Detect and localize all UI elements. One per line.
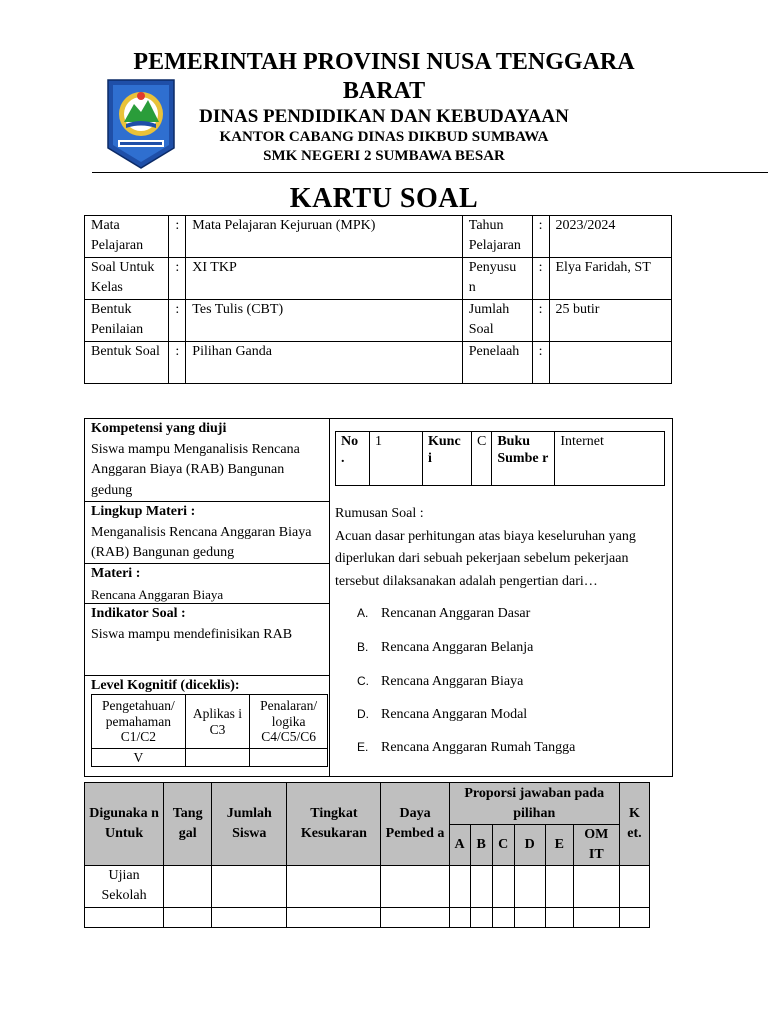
label-bentuk-soal: Bentuk Soal — [85, 342, 169, 384]
page-title: KARTU SOAL — [289, 183, 479, 214]
section-lingkup — [85, 502, 329, 564]
table-cell[interactable] — [287, 866, 381, 908]
header-c: C — [492, 825, 514, 866]
header-tanggal: Tang gal — [164, 783, 212, 866]
header-proporsi: Proporsi jawaban pada pilihan — [449, 783, 619, 825]
label-penelaah: Penelaah — [462, 342, 532, 384]
table-cell[interactable] — [449, 908, 470, 928]
level-title: Level Kognitif (diceklis): — [91, 678, 240, 693]
table-cell[interactable] — [573, 908, 619, 928]
option-e[interactable] — [357, 740, 575, 756]
option-text: Rencana Anggaran Belanja — [381, 640, 534, 655]
colon: : — [532, 258, 549, 300]
value-tahun-pelajaran: 2023/2024 — [549, 216, 672, 258]
value-penyusun: Elya Faridah, ST — [549, 258, 672, 300]
value-jumlah-soal: 25 butir — [549, 300, 672, 342]
header-daya-pembeda: Daya Pembed a — [381, 783, 449, 866]
buku-sumber-value: Internet — [555, 432, 665, 486]
label-tahun-pelajaran: Tahun Pelajaran — [462, 216, 532, 258]
table-cell[interactable] — [514, 866, 545, 908]
lingkup-text: Menganalisis Rencana Anggaran Biaya (RAB) Bangunan gedung — [91, 524, 312, 560]
row-ujian-sekolah: Ujian Sekolah — [85, 866, 164, 908]
option-b[interactable] — [357, 640, 533, 656]
table-cell[interactable] — [492, 908, 514, 928]
question-stem — [335, 503, 665, 593]
indikator-title: Indikator Soal : — [91, 606, 186, 621]
rumusan-text: Acuan dasar perhitungan atas biaya keseluruhan yang diperlukan dari sebuah pekerjaan sebelum pekerjaan tersebut dilaksanakan adalah pengertian dari… — [335, 528, 636, 589]
level-c3: Aplikas i C3 — [185, 695, 250, 749]
table-cell[interactable] — [573, 866, 619, 908]
buku-sumber-label: Buku Sumbe r — [492, 432, 555, 486]
header-line-1: PEMERINTAH PROVINSI NUSA TENGGARA — [133, 49, 635, 75]
option-letter: D. — [357, 707, 369, 721]
header-tingkat-kesukaran: Tingkat Kesukaran — [287, 783, 381, 866]
question-key-table — [335, 431, 665, 486]
header-a: A — [449, 825, 470, 866]
header-line-2: BARAT — [342, 78, 426, 104]
check-c3[interactable] — [185, 749, 250, 767]
header-jumlah-siswa: Jumlah Siswa — [212, 783, 287, 866]
section-indikator — [85, 604, 329, 676]
option-a[interactable] — [357, 606, 530, 622]
table-cell[interactable] — [470, 908, 492, 928]
header-divider — [92, 172, 768, 173]
table-cell[interactable] — [449, 866, 470, 908]
table-cell[interactable] — [619, 866, 649, 908]
colon: : — [169, 342, 186, 384]
table-cell[interactable] — [545, 866, 573, 908]
colon: : — [169, 300, 186, 342]
lingkup-title: Lingkup Materi : — [91, 504, 196, 519]
header-dinas: DINAS PENDIDIKAN DAN KEBUDAYAAN — [199, 106, 569, 127]
option-d[interactable] — [357, 707, 527, 723]
label-mata-pelajaran: Mata Pelajaran — [85, 216, 169, 258]
section-kompetensi — [85, 419, 329, 502]
no-value: 1 — [370, 432, 423, 486]
value-bentuk-soal: Pilihan Ganda — [186, 342, 462, 384]
table-cell[interactable] — [545, 908, 573, 928]
option-text: Rencanan Anggaran Dasar — [381, 606, 531, 621]
option-letter: A. — [357, 606, 369, 620]
table-cell[interactable] — [492, 866, 514, 908]
table-cell[interactable] — [514, 908, 545, 928]
label-penyusun: Penyusu n — [462, 258, 532, 300]
no-label: No . — [336, 432, 370, 486]
colon: : — [532, 342, 549, 384]
option-letter: B. — [357, 640, 369, 654]
option-letter: C. — [357, 674, 369, 688]
kunci-label: Kunc i — [423, 432, 472, 486]
value-bentuk-penilaian: Tes Tulis (CBT) — [186, 300, 462, 342]
header-digunakan: Digunaka n Untuk — [85, 783, 164, 866]
value-kelas: XI TKP — [186, 258, 462, 300]
option-text: Rencana Anggaran Modal — [381, 707, 528, 722]
materi-text: Rencana Anggaran Biaya — [91, 586, 224, 602]
colon: : — [532, 300, 549, 342]
section-materi — [85, 564, 329, 604]
kunci-value: C — [472, 432, 492, 486]
option-letter: E. — [357, 740, 369, 754]
header-e: E — [545, 825, 573, 866]
table-cell[interactable] — [381, 908, 449, 928]
table-cell[interactable] — [470, 866, 492, 908]
label-kelas: Soal Untuk Kelas — [85, 258, 169, 300]
option-text: Rencana Anggaran Rumah Tangga — [381, 740, 576, 755]
level-c1-c2: Pengetahuan/ pemahaman C1/C2 — [92, 695, 186, 749]
table-cell[interactable] — [619, 908, 649, 928]
materi-title: Materi : — [91, 566, 141, 581]
check-c1-c2[interactable]: V — [92, 749, 186, 767]
table-cell[interactable] — [212, 866, 287, 908]
table-cell[interactable] — [85, 908, 164, 928]
kompetensi-text: Siswa mampu Menganalisis Rencana Anggaran Biaya (RAB) Bangunan gedung — [91, 441, 300, 498]
header-keterangan: K et. — [619, 783, 649, 866]
header-b: B — [470, 825, 492, 866]
colon: : — [532, 216, 549, 258]
header-d: D — [514, 825, 545, 866]
header-omit: OM IT — [573, 825, 619, 866]
value-penelaah — [549, 342, 672, 384]
value-mata-pelajaran: Mata Pelajaran Kejuruan (MPK) — [186, 216, 462, 258]
label-jumlah-soal: Jumlah Soal — [462, 300, 532, 342]
label-bentuk-penilaian: Bentuk Penilaian — [85, 300, 169, 342]
check-c4-c6[interactable] — [250, 749, 328, 767]
indikator-text: Siswa mampu mendefinisikan RAB — [91, 626, 293, 642]
ntb-emblem-icon — [106, 78, 176, 170]
table-cell[interactable] — [287, 908, 381, 928]
item-analysis-table — [84, 782, 650, 928]
rumusan-label: Rumusan Soal : — [335, 506, 424, 521]
option-c[interactable] — [357, 674, 523, 690]
level-c4-c6: Penalaran/ logika C4/C5/C6 — [250, 695, 328, 749]
cognitive-level-table — [91, 694, 328, 767]
table-cell[interactable] — [212, 908, 287, 928]
colon: : — [169, 216, 186, 258]
table-cell[interactable] — [381, 866, 449, 908]
colon: : — [169, 258, 186, 300]
identity-table — [84, 215, 672, 384]
option-text: Rencana Anggaran Biaya — [381, 674, 524, 689]
kompetensi-title: Kompetensi yang diuji — [91, 421, 227, 436]
header-kantor: KANTOR CABANG DINAS DIKBUD SUMBAWA — [219, 129, 549, 145]
table-cell[interactable] — [164, 866, 212, 908]
table-cell[interactable] — [164, 908, 212, 928]
header-school: SMK NEGERI 2 SUMBAWA BESAR — [263, 148, 505, 164]
